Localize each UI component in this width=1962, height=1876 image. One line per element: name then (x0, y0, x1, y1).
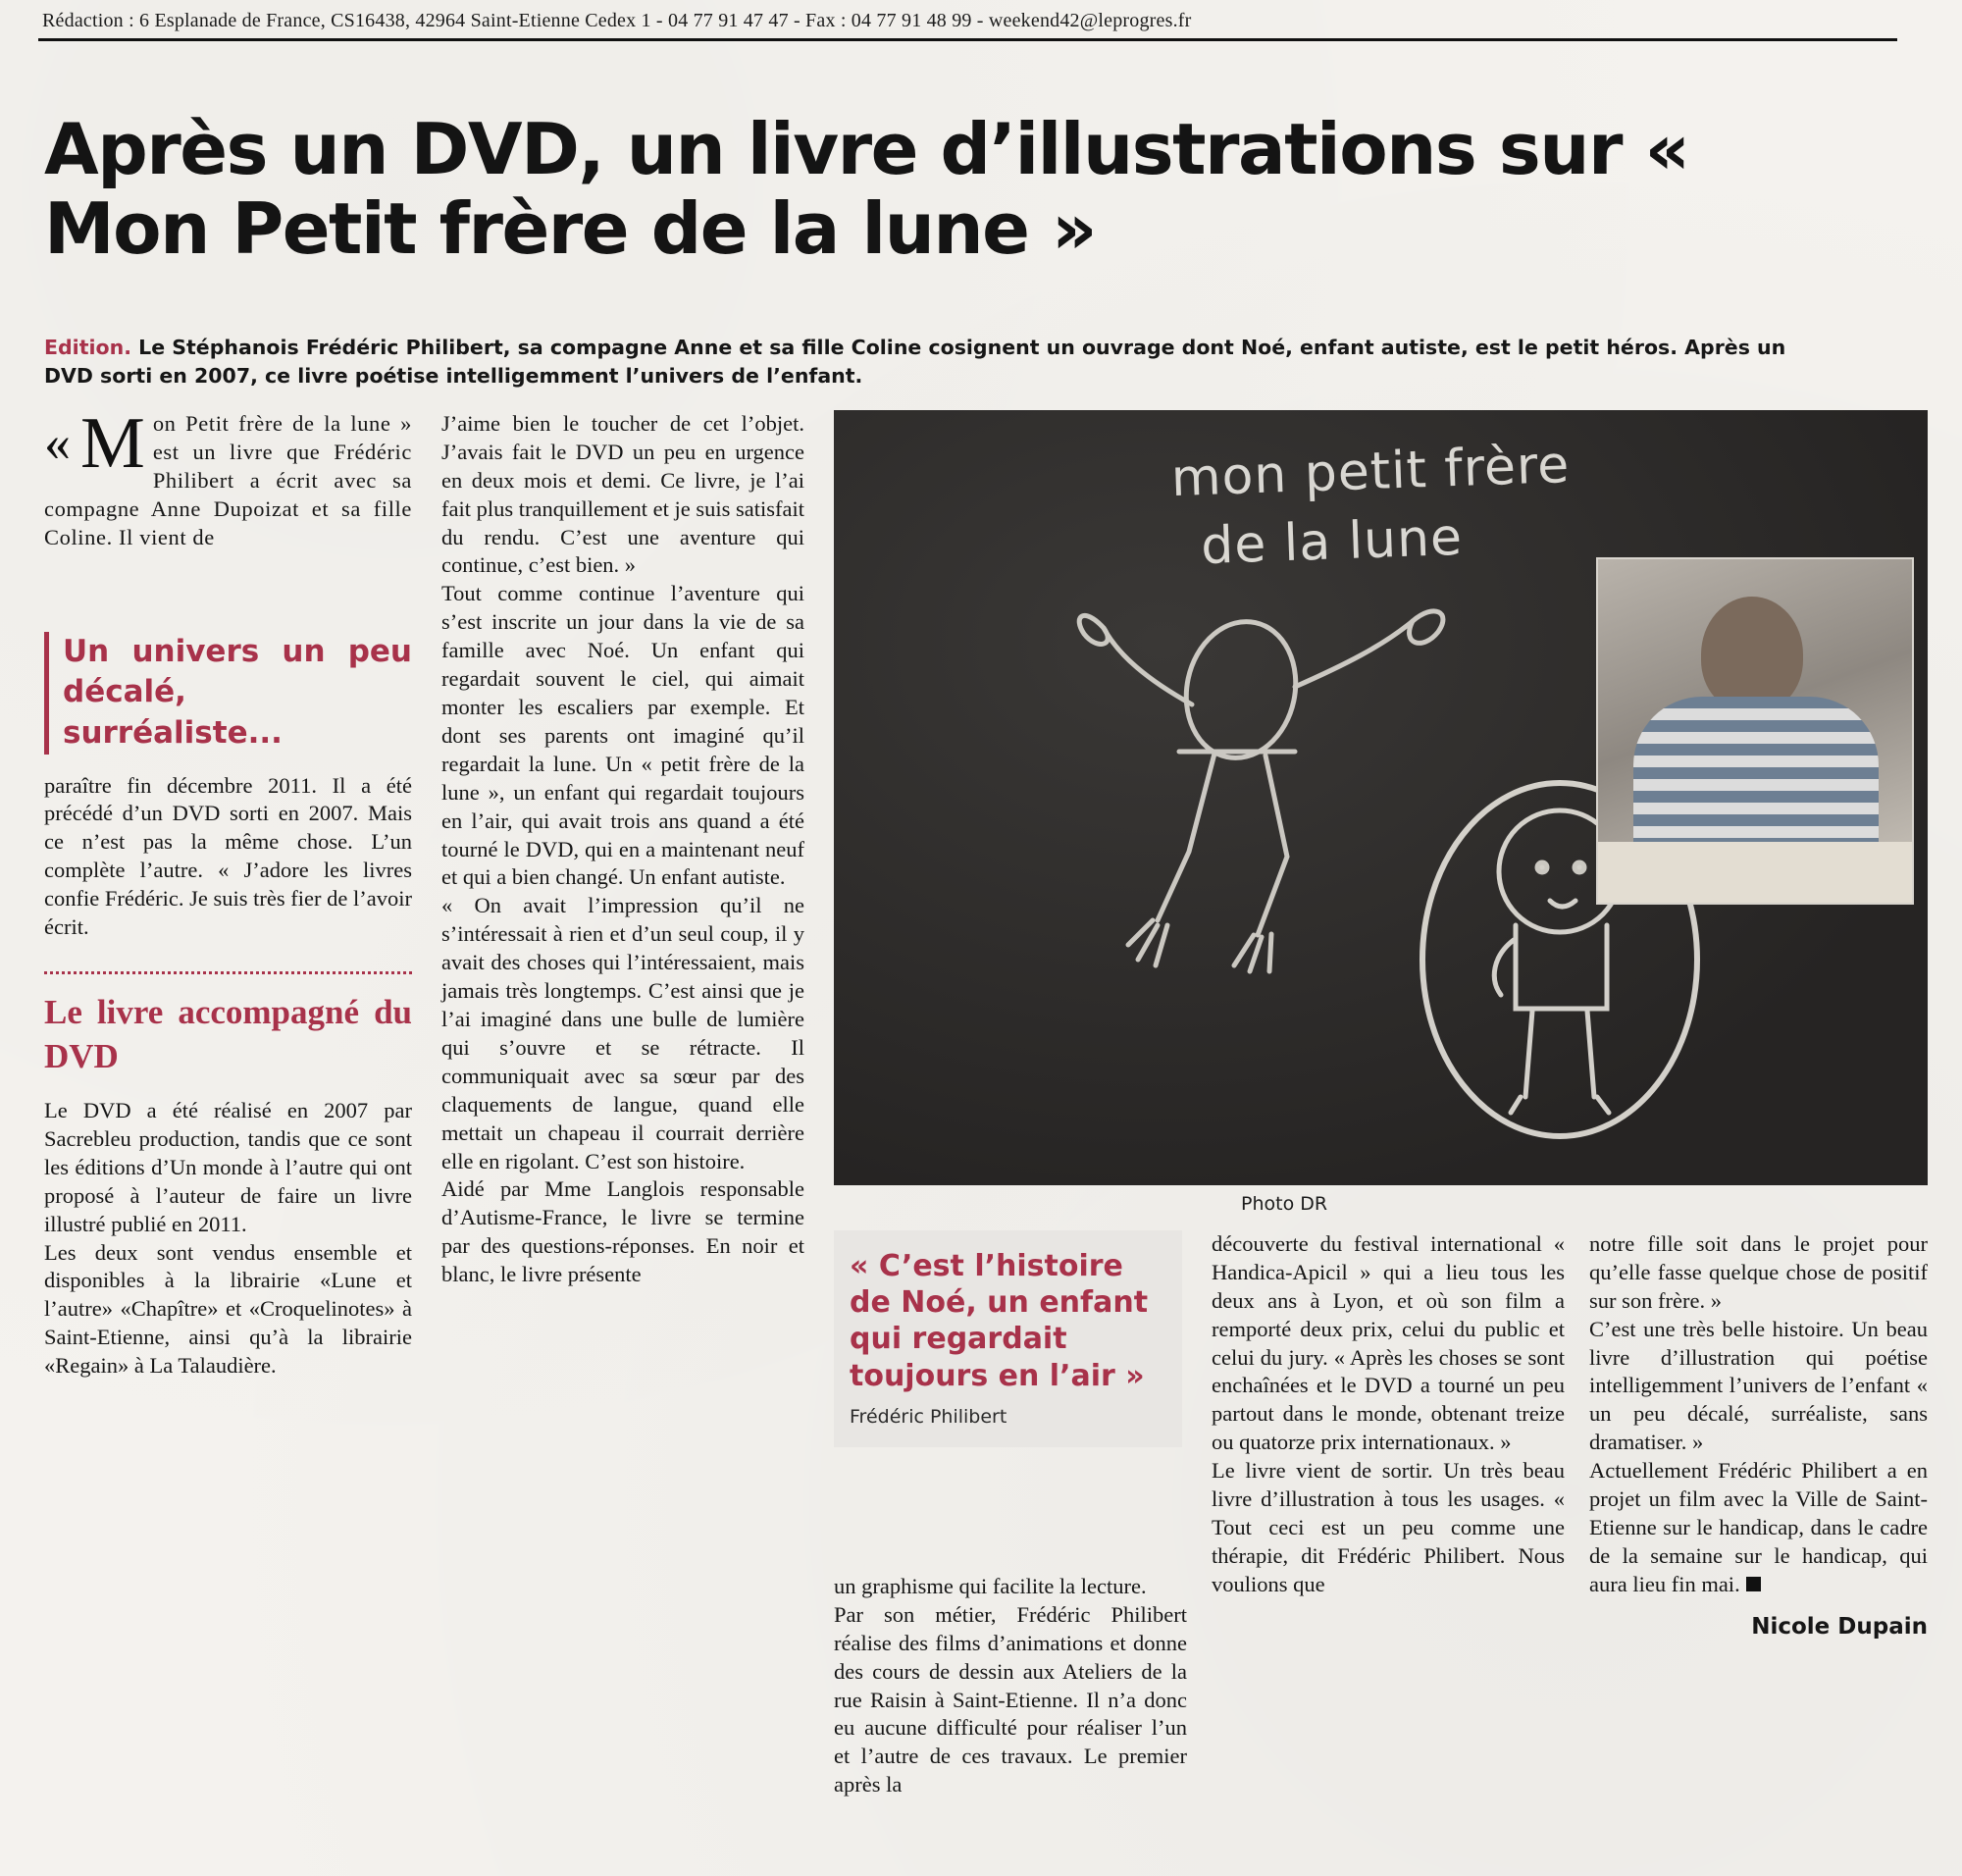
paragraph: un graphisme qui facilite la lecture. (834, 1573, 1147, 1598)
standfirst-text: Le Stéphanois Frédéric Philibert, sa compagne Anne et sa fille Coline cosignent un ouvrage dont Noé, enfant autiste, est le petit héros. Après un DVD sorti en 2007, ce livre poétise intelligemment l’univers de l’enfant. (44, 335, 1786, 388)
opening-quote-mark: « (44, 412, 71, 472)
pull-quote-author: Frédéric Philibert (850, 1405, 1007, 1428)
paragraph: paraître fin décembre 2011. Il a été précédé d’un DVD sorti en 2007. Mais ce n’est pas la même chose. L’un complète l’autre. « J’adore les livres confie Frédéric. Je suis très fier de l’avoir écrit. (44, 772, 412, 940)
byline: Nicole Dupain (1751, 1613, 1928, 1640)
paragraph: Les deux sont vendus ensemble et disponibles à la librairie «Lune et l’autre» «Chapître» et «Croquelinotes» à Saint-Etienne, ainsi qu’à la librairie «Regain» à La Talaudière. (44, 1239, 412, 1379)
article-photo (834, 410, 1928, 1215)
portrait-photo-inset (1596, 557, 1914, 905)
page-title: Après un DVD, un livre d’illustrations sur « Mon Petit frère de la lune » (44, 108, 1689, 270)
subhead-livre-dvd: Le livre accompagné du DVD (44, 971, 412, 1079)
pull-quote-text: « C’est l’histoire de Noé, un enfant qui regardait toujours en l’air » (850, 1248, 1149, 1393)
end-mark (1746, 1577, 1761, 1591)
paragraph (1589, 1457, 1928, 1599)
masthead-contact-line: Rédaction : 6 Esplanade de France, CS16438, 42964 Saint-Etienne Cedex 1 - 04 77 91 47 47 - Fax : 04 77 91 48 99 - weekend42@leprogres.fr (42, 10, 1192, 31)
standfirst (34, 316, 1820, 391)
paragraph-text: Actuellement Frédéric Philibert a en projet un film avec la Ville de Saint-Etienne sur le handicap, dans le cadre de la semaine sur le handicap, qui aura lieu fin mai. (1589, 1458, 1928, 1596)
lead-paragraph (44, 402, 412, 606)
paragraph: Tout comme continue l’aventure qui s’est inscrite un jour dans la vie de sa famille avec Noé. Un enfant qui regardait souvent le ciel, qui aimait monter les escaliers par exemple. Et dont ses parents ont imaginé qu’il regardait la lune. Un « petit frère de la lune », un enfant qui regardait toujours en l’air, qui avait trois ans quand a été tourné le DVD, qui en a maintenant neuf et qui a bien changé. Un enfant autiste. (441, 581, 804, 890)
portrait-table (1598, 842, 1912, 903)
paragraph: J’aime bien le toucher de cet l’objet. J’avais fait le DVD un peu en urgence en deux mois et demi. Ce livre, je l’ai fait plus tranquillement et je suis satisfait du rendu. C’est une aventure qui continue, c’est bien. » (441, 410, 804, 578)
paragraph: Aidé par Mme Langlois responsable d’Autisme-France, le livre se termine par des questions-réponses. En noir et blanc, le livre présente (441, 1176, 804, 1287)
portrait-head (1701, 597, 1803, 712)
standfirst-kicker: Edition. (44, 335, 131, 359)
paragraph: « On avait l’impression qu’il ne s’intéressait à rien et d’un seul coup, il y avait des choses qui l’intéressaient, mais jamais très longtemps. C’est ainsi que je l’ai imaginé dans une bulle de lumière qui s’ouvre et se rétracte. Il communiquait avec sa sœur par des claquements de langue, quand elle mettait un chapeau il courrait derrière elle en rigolant. C’est son histoire. (441, 893, 804, 1173)
article-column-2 (441, 410, 804, 1289)
paragraph: C’est une très belle histoire. Un beau livre d’illustration qui poétise intelligemment l’univers de l’enfant « un peu décalé, surréaliste, sans dramatiser. » (1589, 1316, 1928, 1455)
photo-credit: Photo DR (1241, 1192, 1328, 1215)
pull-quote (834, 1230, 1182, 1447)
masthead-rule (38, 38, 1897, 41)
drop-cap: M (80, 402, 145, 484)
subhead-univers: Un univers un peu décalé, surréaliste... (44, 632, 412, 755)
paragraph: Par son métier, Frédéric Philibert réalise des films d’animations et donne des cours de dessin aux Ateliers de la rue Raisin à Saint-Etienne. Il n’a donc eu aucune difficulté pour réaliser l’un et l’autre de ces travaux. Le premier après la (834, 1601, 1187, 1798)
page-inner (34, 0, 1928, 1798)
portrait-torso (1633, 697, 1879, 844)
chalk-line-1: mon petit frère (1169, 435, 1572, 509)
chalkboard-illustration (834, 410, 1928, 1185)
chalk-line-2: de la lune (1200, 507, 1464, 577)
article-column-1 (44, 402, 412, 1381)
article-column-5 (1589, 1230, 1928, 1642)
paragraph: Le livre vient de sortir. Un très beau livre d’illustration à tous les usages. « Tout ceci est un peu comme une thérapie, dit Frédéric Philibert. Nous voulions que (1212, 1458, 1565, 1596)
lead-text: on Petit frère de la lune » est un livre que Frédéric Philibert a écrit avec sa compagne Anne Dupoizat et sa fille Coline. Il vient de (44, 410, 412, 549)
article-column-4 (1212, 1230, 1565, 1599)
paragraph: découverte du festival international « Handica-Apicil » qui a lieu tous les deux ans à Lyon, et où son film a remporté deux prix, celui du public et celui du jury. « Après les choses se sont enchaînées et le DVD a tourné un peu partout dans le monde, obtenant treize ou quatorze prix internationaux. » (1212, 1230, 1565, 1455)
article-column-3 (834, 1573, 1187, 1799)
paragraph: Le DVD a été réalisé en 2007 par Sacrebleu production, tandis que ce sont les éditions d’Un monde à l’autre qui ont proposé à l’auteur de faire un livre illustré publié en 2011. (44, 1097, 412, 1236)
paragraph: notre fille soit dans le projet pour qu’elle fasse quelque chose de positif sur son frère. » (1589, 1230, 1928, 1313)
